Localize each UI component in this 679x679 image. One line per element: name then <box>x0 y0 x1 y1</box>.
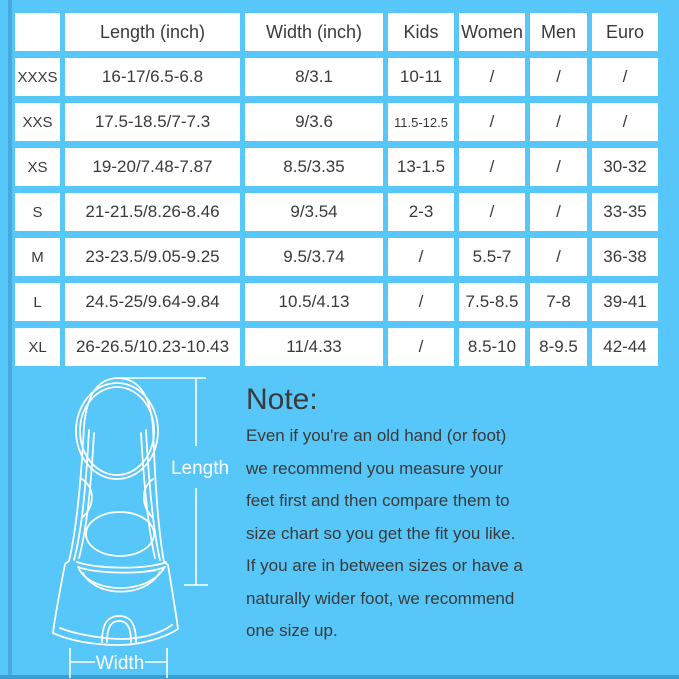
note-line: one size up. <box>246 621 338 640</box>
table-cell: / <box>530 58 587 96</box>
row-label: L <box>15 283 60 321</box>
table-cell: 26-26.5/10.23-10.43 <box>65 328 240 366</box>
table-cell: 42-44 <box>592 328 658 366</box>
size-row <box>15 193 658 231</box>
table-cell: 13-1.5 <box>388 148 454 186</box>
table-cell: / <box>388 238 454 276</box>
table-cell: / <box>459 193 525 231</box>
table-cell: 7.5-8.5 <box>459 283 525 321</box>
table-cell: 17.5-18.5/7-7.3 <box>65 103 240 141</box>
table-cell: / <box>459 103 525 141</box>
size-row <box>15 58 658 96</box>
column-header: Kids <box>388 13 454 51</box>
table-cell: 9/3.54 <box>245 193 383 231</box>
table-cell: / <box>530 103 587 141</box>
table-cell: / <box>459 58 525 96</box>
table-cell: 16-17/6.5-6.8 <box>65 58 240 96</box>
table-cell: 8.5-10 <box>459 328 525 366</box>
table-cell: 10.5/4.13 <box>245 283 383 321</box>
note-line: naturally wider foot, we recommend <box>246 588 515 608</box>
size-chart-table <box>10 6 663 373</box>
table-cell: 19-20/7.48-7.87 <box>65 148 240 186</box>
row-label: XXS <box>15 103 60 141</box>
note-line: feet first and then compare them to <box>246 491 510 510</box>
table-cell: 36-38 <box>592 238 658 276</box>
table-cell: / <box>530 193 587 231</box>
row-label: XL <box>15 328 60 366</box>
table-cell: 8-9.5 <box>530 328 587 366</box>
table-cell: 21-21.5/8.26-8.46 <box>65 193 240 231</box>
table-cell: 7-8 <box>530 283 587 321</box>
row-label: XXXS <box>15 58 60 96</box>
length-dimension-label: Length <box>170 458 230 479</box>
size-row <box>15 283 658 321</box>
table-cell: / <box>592 58 658 96</box>
note-line: If you are in between sizes or have a <box>246 556 523 575</box>
table-cell: / <box>530 148 587 186</box>
row-label: S <box>15 193 60 231</box>
width-dimension-label: Width <box>95 653 145 674</box>
size-row <box>15 238 658 276</box>
column-header: Euro <box>592 13 658 51</box>
table-cell: 9.5/3.74 <box>245 238 383 276</box>
size-row <box>15 148 658 186</box>
table-cell: 11/4.33 <box>245 328 383 366</box>
note-body <box>246 420 626 648</box>
table-cell: / <box>388 328 454 366</box>
row-label: XS <box>15 148 60 186</box>
column-header: Length (inch) <box>65 13 240 51</box>
header-row <box>15 13 658 51</box>
column-header: Men <box>530 13 587 51</box>
size-row <box>15 328 658 366</box>
row-label: M <box>15 238 60 276</box>
note-line: Even if you're an old hand (or foot) <box>246 426 507 445</box>
table-cell: / <box>459 148 525 186</box>
table-cell: / <box>530 238 587 276</box>
table-cell: 39-41 <box>592 283 658 321</box>
fin-diagram <box>0 370 240 679</box>
table-cell: / <box>388 283 454 321</box>
note-line: size chart so you get the fit you like. <box>246 523 516 543</box>
table-cell: 10-11 <box>388 58 454 96</box>
column-header: Width (inch) <box>245 13 383 51</box>
table-cell: 30-32 <box>592 148 658 186</box>
table-cell: 9/3.6 <box>245 103 383 141</box>
table-cell: 8.5/3.35 <box>245 148 383 186</box>
table-cell: 5.5-7 <box>459 238 525 276</box>
table-cell: 8/3.1 <box>245 58 383 96</box>
note-line: we recommend you measure your <box>246 458 504 478</box>
dimension-lines <box>70 378 208 678</box>
note-heading: Note: <box>246 383 318 416</box>
table-cell: / <box>592 103 658 141</box>
table-cell: 33-35 <box>592 193 658 231</box>
table-cell: 24.5-25/9.64-9.84 <box>65 283 240 321</box>
table-cell: 23-23.5/9.05-9.25 <box>65 238 240 276</box>
table-cell: 2-3 <box>388 193 454 231</box>
column-header <box>15 13 60 51</box>
column-header: Women <box>459 13 525 51</box>
table-cell: 11.5-12.5 <box>388 103 454 141</box>
size-row <box>15 103 658 141</box>
